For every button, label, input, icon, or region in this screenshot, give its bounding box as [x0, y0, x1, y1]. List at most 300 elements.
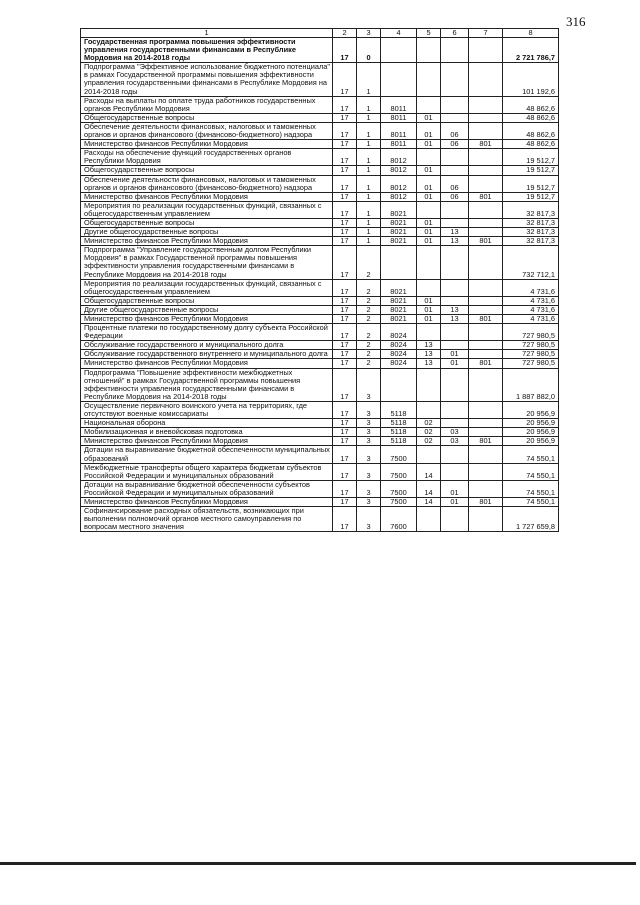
code-cell: 17 — [333, 192, 357, 201]
row-name-cell: Национальная оборона — [81, 419, 333, 428]
section-cell: 14 — [417, 480, 441, 497]
table-row — [81, 166, 559, 175]
ministry-code-cell: 801 — [469, 315, 503, 324]
section-cell: 01 — [417, 166, 441, 175]
column-header: 1 — [81, 29, 333, 38]
ministry-code-cell — [469, 218, 503, 227]
row-name-cell: Расходы на обеспечение функций государственных органов Республики Мордовия — [81, 149, 333, 166]
code-cell: 17 — [333, 401, 357, 418]
amount-cell: 20 956,9 — [503, 401, 559, 418]
code-cell: 17 — [333, 96, 357, 113]
article-cell: 5118 — [381, 437, 417, 446]
row-name-cell: Дотации на выравнивание бюджетной обеспеченности муниципальных образований — [81, 446, 333, 463]
code-cell: 17 — [333, 113, 357, 122]
ministry-code-cell — [469, 350, 503, 359]
column-header: 3 — [357, 29, 381, 38]
article-cell — [381, 63, 417, 96]
section-cell — [417, 401, 441, 418]
table-row — [81, 122, 559, 139]
article-cell: 8024 — [381, 324, 417, 341]
ministry-code-cell: 801 — [469, 359, 503, 368]
table-row — [81, 463, 559, 480]
amount-cell: 74 550,1 — [503, 480, 559, 497]
table-row — [81, 63, 559, 96]
amount-cell: 32 817,3 — [503, 201, 559, 218]
section-cell: 02 — [417, 437, 441, 446]
article-cell: 7500 — [381, 480, 417, 497]
subsection-cell — [441, 218, 469, 227]
ministry-code-cell — [469, 368, 503, 401]
subprogram-cell: 2 — [357, 350, 381, 359]
article-cell: 8011 — [381, 140, 417, 149]
row-name-cell: Мобилизационная и вневойсковая подготовка — [81, 428, 333, 437]
amount-cell: 732 712,1 — [503, 246, 559, 279]
table-row — [81, 401, 559, 418]
row-name-cell: Подпрограмма "Эффективное использование бюджетного потенциала" в рамках Государственной программы повышения эффективности управления государственными финансами в Республике Мордовия на 2014-2018 годы — [81, 63, 333, 96]
subprogram-cell: 1 — [357, 122, 381, 139]
subsection-cell — [441, 38, 469, 63]
code-cell: 17 — [333, 140, 357, 149]
column-header: 6 — [441, 29, 469, 38]
section-cell: 01 — [417, 296, 441, 305]
amount-cell: 19 512,7 — [503, 175, 559, 192]
ministry-code-cell — [469, 428, 503, 437]
row-name-cell: Подпрограмма "Управление государственным долгом Республики Мордовия" в рамках Государственной программы повышения эффективности управления государственными финансами в Республике Мордовия на 2014-2018 годы — [81, 246, 333, 279]
code-cell: 17 — [333, 368, 357, 401]
section-cell — [417, 149, 441, 166]
subsection-cell — [441, 324, 469, 341]
code-cell: 17 — [333, 507, 357, 532]
section-cell: 01 — [417, 140, 441, 149]
subprogram-cell: 2 — [357, 296, 381, 305]
row-name-cell: Обслуживание государственного внутреннего и муниципального долга — [81, 350, 333, 359]
ministry-code-cell — [469, 63, 503, 96]
row-name-cell: Другие общегосударственные вопросы — [81, 305, 333, 314]
subprogram-cell: 2 — [357, 359, 381, 368]
row-name-cell: Обеспечение деятельности финансовых, налоговых и таможенных органов и органов финансового (финансово-бюджетного) надзора — [81, 122, 333, 139]
subsection-cell: 06 — [441, 192, 469, 201]
row-name-cell: Расходы на выплаты по оплате труда работников государственных органов Республики Мордовия — [81, 96, 333, 113]
section-cell: 01 — [417, 315, 441, 324]
table-row — [81, 38, 559, 63]
article-cell: 8011 — [381, 96, 417, 113]
code-cell: 17 — [333, 315, 357, 324]
amount-cell: 32 817,3 — [503, 228, 559, 237]
ministry-code-cell — [469, 149, 503, 166]
ministry-code-cell: 801 — [469, 437, 503, 446]
subprogram-cell: 1 — [357, 192, 381, 201]
code-cell: 17 — [333, 428, 357, 437]
ministry-code-cell — [469, 324, 503, 341]
section-cell: 13 — [417, 359, 441, 368]
ministry-code-cell — [469, 401, 503, 418]
ministry-code-cell — [469, 341, 503, 350]
row-name-cell: Общегосударственные вопросы — [81, 218, 333, 227]
code-cell: 17 — [333, 218, 357, 227]
article-cell: 7500 — [381, 463, 417, 480]
subsection-cell: 01 — [441, 497, 469, 506]
article-cell: 8021 — [381, 228, 417, 237]
article-cell: 8021 — [381, 279, 417, 296]
code-cell: 17 — [333, 201, 357, 218]
budget-table — [80, 28, 559, 532]
subsection-cell: 01 — [441, 350, 469, 359]
code-cell: 17 — [333, 279, 357, 296]
table-row — [81, 497, 559, 506]
table-row — [81, 201, 559, 218]
amount-cell: 20 956,9 — [503, 428, 559, 437]
amount-cell: 74 550,1 — [503, 446, 559, 463]
table-row — [81, 218, 559, 227]
subprogram-cell: 2 — [357, 324, 381, 341]
section-cell: 01 — [417, 237, 441, 246]
subprogram-cell: 1 — [357, 113, 381, 122]
bottom-rule — [0, 862, 636, 865]
subsection-cell — [441, 246, 469, 279]
amount-cell: 727 980,5 — [503, 341, 559, 350]
subsection-cell — [441, 401, 469, 418]
subsection-cell — [441, 166, 469, 175]
code-cell: 17 — [333, 149, 357, 166]
subprogram-cell: 1 — [357, 63, 381, 96]
section-cell — [417, 201, 441, 218]
amount-cell: 32 817,3 — [503, 237, 559, 246]
table-row — [81, 419, 559, 428]
table-row — [81, 350, 559, 359]
section-cell — [417, 446, 441, 463]
subsection-cell: 13 — [441, 305, 469, 314]
amount-cell: 20 956,9 — [503, 437, 559, 446]
ministry-code-cell — [469, 96, 503, 113]
subprogram-cell: 2 — [357, 305, 381, 314]
table-row — [81, 359, 559, 368]
article-cell: 8021 — [381, 201, 417, 218]
subprogram-cell: 3 — [357, 497, 381, 506]
column-header: 5 — [417, 29, 441, 38]
ministry-code-cell — [469, 419, 503, 428]
subprogram-cell: 1 — [357, 201, 381, 218]
subsection-cell — [441, 63, 469, 96]
ministry-code-cell — [469, 446, 503, 463]
code-cell: 17 — [333, 480, 357, 497]
subsection-cell — [441, 419, 469, 428]
table-row — [81, 246, 559, 279]
row-name-cell: Общегосударственные вопросы — [81, 113, 333, 122]
article-cell: 8021 — [381, 296, 417, 305]
subsection-cell: 03 — [441, 428, 469, 437]
ministry-code-cell — [469, 507, 503, 532]
ministry-code-cell — [469, 228, 503, 237]
subsection-cell — [441, 296, 469, 305]
subsection-cell — [441, 96, 469, 113]
subsection-cell: 06 — [441, 122, 469, 139]
ministry-code-cell — [469, 201, 503, 218]
subsection-cell: 01 — [441, 480, 469, 497]
amount-cell: 48 862,6 — [503, 140, 559, 149]
article-cell: 8011 — [381, 113, 417, 122]
table-row — [81, 507, 559, 532]
row-name-cell: Министерство финансов Республики Мордовия — [81, 359, 333, 368]
row-name-cell: Осуществление первичного воинского учета на территориях, где отсутствуют военные комиссариаты — [81, 401, 333, 418]
code-cell: 17 — [333, 237, 357, 246]
section-cell — [417, 324, 441, 341]
amount-cell: 74 550,1 — [503, 463, 559, 480]
row-name-cell: Межбюджетные трансферты общего характера бюджетам субъектов Российской Федерации и муниципальных образований — [81, 463, 333, 480]
amount-cell: 4 731,6 — [503, 279, 559, 296]
subprogram-cell: 2 — [357, 315, 381, 324]
row-name-cell: Мероприятия по реализации государственных функций, связанных с общегосударственным управлением — [81, 279, 333, 296]
subsection-cell: 03 — [441, 437, 469, 446]
subsection-cell — [441, 113, 469, 122]
subsection-cell — [441, 463, 469, 480]
column-header: 7 — [469, 29, 503, 38]
subprogram-cell: 0 — [357, 38, 381, 63]
code-cell: 17 — [333, 463, 357, 480]
row-name-cell: Министерство финансов Республики Мордовия — [81, 497, 333, 506]
ministry-code-cell — [469, 246, 503, 279]
article-cell: 8011 — [381, 122, 417, 139]
row-name-cell: Министерство финансов Республики Мордовия — [81, 437, 333, 446]
section-cell: 14 — [417, 463, 441, 480]
code-cell: 17 — [333, 38, 357, 63]
subsection-cell — [441, 341, 469, 350]
ministry-code-cell — [469, 279, 503, 296]
code-cell: 17 — [333, 228, 357, 237]
subprogram-cell: 1 — [357, 237, 381, 246]
article-cell: 5118 — [381, 419, 417, 428]
row-name-cell: Дотации на выравнивание бюджетной обеспеченности субъектов Российской Федерации и муниципальных образований — [81, 480, 333, 497]
amount-cell: 101 192,6 — [503, 63, 559, 96]
row-name-cell: Министерство финансов Республики Мордовия — [81, 140, 333, 149]
amount-cell: 4 731,6 — [503, 305, 559, 314]
article-cell: 7500 — [381, 446, 417, 463]
amount-cell: 2 721 786,7 — [503, 38, 559, 63]
table-row — [81, 368, 559, 401]
article-cell: 8012 — [381, 175, 417, 192]
subsection-cell: 13 — [441, 315, 469, 324]
amount-cell: 727 980,5 — [503, 324, 559, 341]
section-cell: 01 — [417, 228, 441, 237]
subsection-cell: 06 — [441, 175, 469, 192]
subsection-cell — [441, 368, 469, 401]
subprogram-cell: 3 — [357, 507, 381, 532]
table-row — [81, 140, 559, 149]
row-name-cell: Министерство финансов Республики Мордовия — [81, 315, 333, 324]
section-cell: 01 — [417, 122, 441, 139]
section-cell: 01 — [417, 175, 441, 192]
ministry-code-cell — [469, 38, 503, 63]
article-cell: 8012 — [381, 149, 417, 166]
table-row — [81, 113, 559, 122]
amount-cell: 32 817,3 — [503, 218, 559, 227]
subsection-cell — [441, 507, 469, 532]
subsection-cell: 13 — [441, 228, 469, 237]
amount-cell: 48 862,6 — [503, 113, 559, 122]
code-cell: 17 — [333, 437, 357, 446]
table-row — [81, 96, 559, 113]
table-row — [81, 341, 559, 350]
row-name-cell: Министерство финансов Республики Мордовия — [81, 192, 333, 201]
subprogram-cell: 1 — [357, 149, 381, 166]
table-row — [81, 446, 559, 463]
table-row — [81, 480, 559, 497]
article-cell: 8021 — [381, 237, 417, 246]
subprogram-cell: 3 — [357, 480, 381, 497]
table-row — [81, 437, 559, 446]
section-cell: 14 — [417, 497, 441, 506]
row-name-cell: Софинансирование расходных обязательств, возникающих при выполнении полномочий органов местного самоуправления по вопросам местного значения — [81, 507, 333, 532]
subprogram-cell: 3 — [357, 437, 381, 446]
subprogram-cell: 1 — [357, 175, 381, 192]
article-cell: 7600 — [381, 507, 417, 532]
row-name-cell: Обеспечение деятельности финансовых, налоговых и таможенных органов и органов финансового (финансово-бюджетного) надзора — [81, 175, 333, 192]
ministry-code-cell — [469, 463, 503, 480]
code-cell: 17 — [333, 446, 357, 463]
section-cell — [417, 63, 441, 96]
amount-cell: 19 512,7 — [503, 192, 559, 201]
amount-cell: 20 956,9 — [503, 419, 559, 428]
article-cell: 8012 — [381, 166, 417, 175]
subprogram-cell: 1 — [357, 218, 381, 227]
subprogram-cell: 2 — [357, 341, 381, 350]
subsection-cell — [441, 446, 469, 463]
ministry-code-cell — [469, 480, 503, 497]
amount-cell: 727 980,5 — [503, 359, 559, 368]
subprogram-cell: 3 — [357, 428, 381, 437]
ministry-code-cell: 801 — [469, 497, 503, 506]
section-cell: 01 — [417, 192, 441, 201]
article-cell: 8024 — [381, 350, 417, 359]
row-name-cell: Государственная программа повышения эффективности управления государственными финансами в Республике Мордовия на 2014-2018 годы — [81, 38, 333, 63]
table-row — [81, 315, 559, 324]
row-name-cell: Другие общегосударственные вопросы — [81, 228, 333, 237]
row-name-cell: Обслуживание государственного и муниципального долга — [81, 341, 333, 350]
amount-cell: 74 550,1 — [503, 497, 559, 506]
subprogram-cell: 3 — [357, 446, 381, 463]
row-name-cell: Мероприятия по реализации государственных функций, связанных с общегосударственным управлением — [81, 201, 333, 218]
table-row — [81, 279, 559, 296]
row-name-cell: Процентные платежи по государственному долгу субъекта Российской Федерации — [81, 324, 333, 341]
code-cell: 17 — [333, 246, 357, 279]
table-row — [81, 324, 559, 341]
code-cell: 17 — [333, 359, 357, 368]
table-header-row — [81, 29, 559, 38]
article-cell: 5118 — [381, 401, 417, 418]
amount-cell: 1 727 659,8 — [503, 507, 559, 532]
ministry-code-cell — [469, 175, 503, 192]
article-cell — [381, 38, 417, 63]
subsection-cell — [441, 149, 469, 166]
article-cell: 8021 — [381, 315, 417, 324]
section-cell: 01 — [417, 218, 441, 227]
table-row — [81, 192, 559, 201]
code-cell: 17 — [333, 175, 357, 192]
amount-cell: 1 887 882,0 — [503, 368, 559, 401]
section-cell: 13 — [417, 341, 441, 350]
subsection-cell: 13 — [441, 237, 469, 246]
article-cell: 8021 — [381, 305, 417, 314]
row-name-cell: Общегосударственные вопросы — [81, 166, 333, 175]
subprogram-cell: 3 — [357, 463, 381, 480]
ministry-code-cell: 801 — [469, 192, 503, 201]
table-row — [81, 228, 559, 237]
article-cell: 8012 — [381, 192, 417, 201]
amount-cell: 48 862,6 — [503, 96, 559, 113]
subprogram-cell: 3 — [357, 401, 381, 418]
section-cell — [417, 246, 441, 279]
section-cell — [417, 38, 441, 63]
article-cell: 8021 — [381, 218, 417, 227]
section-cell: 01 — [417, 305, 441, 314]
subsection-cell: 06 — [441, 140, 469, 149]
section-cell — [417, 279, 441, 296]
code-cell: 17 — [333, 324, 357, 341]
section-cell: 02 — [417, 428, 441, 437]
row-name-cell: Министерство финансов Республики Мордовия — [81, 237, 333, 246]
subprogram-cell: 2 — [357, 246, 381, 279]
table-row — [81, 428, 559, 437]
code-cell: 17 — [333, 63, 357, 96]
code-cell: 17 — [333, 305, 357, 314]
code-cell: 17 — [333, 350, 357, 359]
subsection-cell — [441, 279, 469, 296]
section-cell: 02 — [417, 419, 441, 428]
code-cell: 17 — [333, 166, 357, 175]
column-header: 4 — [381, 29, 417, 38]
subprogram-cell: 1 — [357, 228, 381, 237]
amount-cell: 4 731,6 — [503, 315, 559, 324]
ministry-code-cell: 801 — [469, 237, 503, 246]
section-cell — [417, 368, 441, 401]
code-cell: 17 — [333, 296, 357, 305]
ministry-code-cell: 801 — [469, 140, 503, 149]
column-header: 2 — [333, 29, 357, 38]
ministry-code-cell — [469, 166, 503, 175]
section-cell — [417, 507, 441, 532]
code-cell: 17 — [333, 122, 357, 139]
subprogram-cell: 3 — [357, 419, 381, 428]
section-cell: 01 — [417, 113, 441, 122]
article-cell — [381, 246, 417, 279]
article-cell: 8024 — [381, 341, 417, 350]
column-header: 8 — [503, 29, 559, 38]
article-cell: 5118 — [381, 428, 417, 437]
row-name-cell: Общегосударственные вопросы — [81, 296, 333, 305]
subprogram-cell: 2 — [357, 279, 381, 296]
ministry-code-cell — [469, 305, 503, 314]
ministry-code-cell — [469, 296, 503, 305]
subprogram-cell: 1 — [357, 140, 381, 149]
table-row — [81, 149, 559, 166]
section-cell — [417, 96, 441, 113]
code-cell: 17 — [333, 419, 357, 428]
amount-cell: 19 512,7 — [503, 166, 559, 175]
amount-cell: 48 862,6 — [503, 122, 559, 139]
subsection-cell — [441, 201, 469, 218]
page-number: 316 — [566, 14, 586, 29]
subsection-cell: 01 — [441, 359, 469, 368]
subprogram-cell: 1 — [357, 96, 381, 113]
subprogram-cell: 1 — [357, 166, 381, 175]
code-cell: 17 — [333, 341, 357, 350]
table-row — [81, 175, 559, 192]
ministry-code-cell — [469, 113, 503, 122]
row-name-cell: Подпрограмма "Повышение эффективности межбюджетных отношений" в рамках Государственной программы повышения эффективности управления государственными финансами в Республике Мордовия на 2014-2018 годы — [81, 368, 333, 401]
subprogram-cell: 3 — [357, 368, 381, 401]
amount-cell: 19 512,7 — [503, 149, 559, 166]
table-row — [81, 305, 559, 314]
section-cell: 13 — [417, 350, 441, 359]
